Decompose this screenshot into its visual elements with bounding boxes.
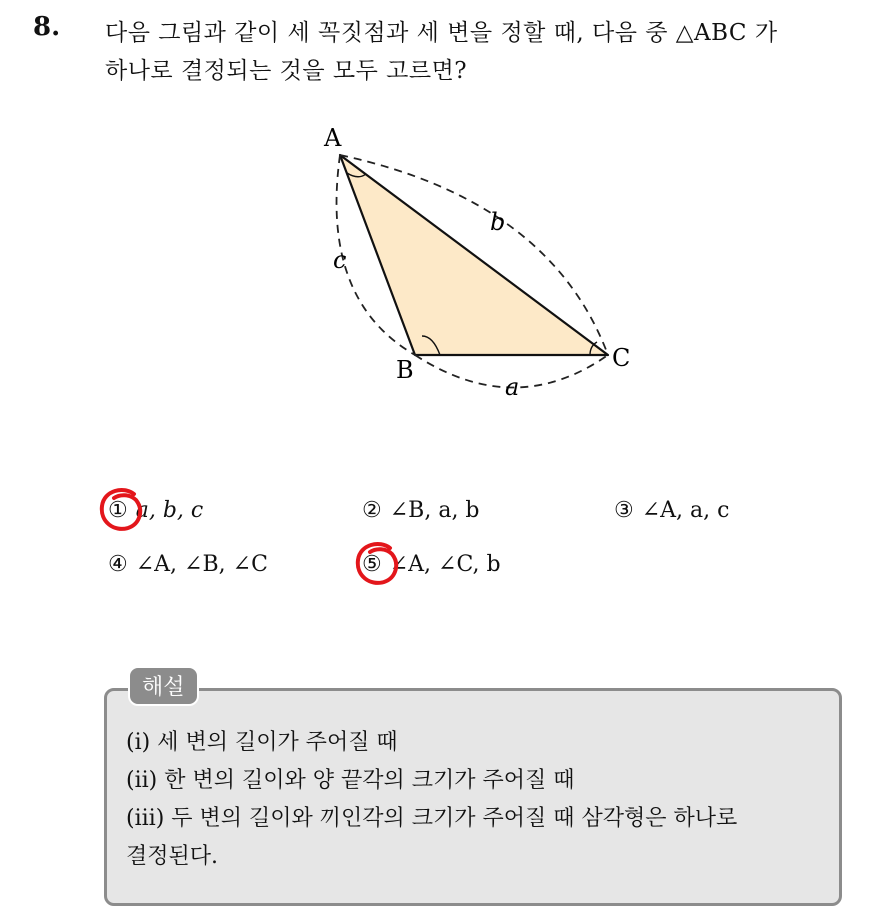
solution-line-3: (ⅲ) 두 변의 길이와 끼인각의 크기가 주어질 때 삼각형은 하나로 bbox=[126, 806, 738, 831]
triangle-abc bbox=[340, 155, 608, 355]
question-text bbox=[105, 14, 865, 90]
choice-5-text: ∠A, ∠C, b bbox=[389, 552, 501, 577]
choice-2-number: ② bbox=[362, 498, 382, 523]
choice-4-number: ④ bbox=[108, 552, 128, 577]
triangle-figure bbox=[300, 110, 660, 420]
solution-text bbox=[126, 724, 826, 876]
solution-line-1: (ⅰ) 세 변의 길이가 주어질 때 bbox=[126, 730, 398, 755]
choice-5-number: ⑤ bbox=[362, 552, 382, 577]
choice-1[interactable] bbox=[108, 498, 203, 523]
question-line-2: 하나로 결정되는 것을 모두 고르면? bbox=[105, 58, 468, 84]
choice-2[interactable] bbox=[362, 498, 480, 523]
side-c-label: c bbox=[333, 246, 347, 274]
choice-1-text: a, b, c bbox=[135, 498, 204, 523]
vertex-b-label: B bbox=[396, 356, 414, 384]
choice-1-number: ① bbox=[108, 498, 128, 523]
solution-tag: 해설 bbox=[128, 666, 199, 706]
choice-3-number: ③ bbox=[614, 498, 634, 523]
choice-4-text: ∠A, ∠B, ∠C bbox=[135, 552, 268, 577]
choice-2-text: ∠B, a, b bbox=[389, 498, 480, 523]
choice-3-text: ∠A, a, c bbox=[641, 498, 730, 523]
vertex-a-label: A bbox=[324, 124, 342, 152]
question-line-1: 다음 그림과 같이 세 꼭짓점과 세 변을 정할 때, 다음 중 △ABC 가 bbox=[105, 20, 778, 46]
choice-5[interactable] bbox=[362, 552, 501, 577]
side-b-label: b bbox=[490, 208, 506, 236]
choice-3[interactable] bbox=[614, 498, 729, 523]
solution-line-4: 결정된다. bbox=[126, 844, 219, 869]
vertex-c-label: C bbox=[612, 344, 631, 372]
choice-4[interactable] bbox=[108, 552, 268, 577]
question-number: 8. bbox=[33, 12, 61, 42]
side-a-label: a bbox=[505, 373, 520, 401]
solution-line-2: (ⅱ) 한 변의 길이와 양 끝각의 크기가 주어질 때 bbox=[126, 768, 575, 793]
